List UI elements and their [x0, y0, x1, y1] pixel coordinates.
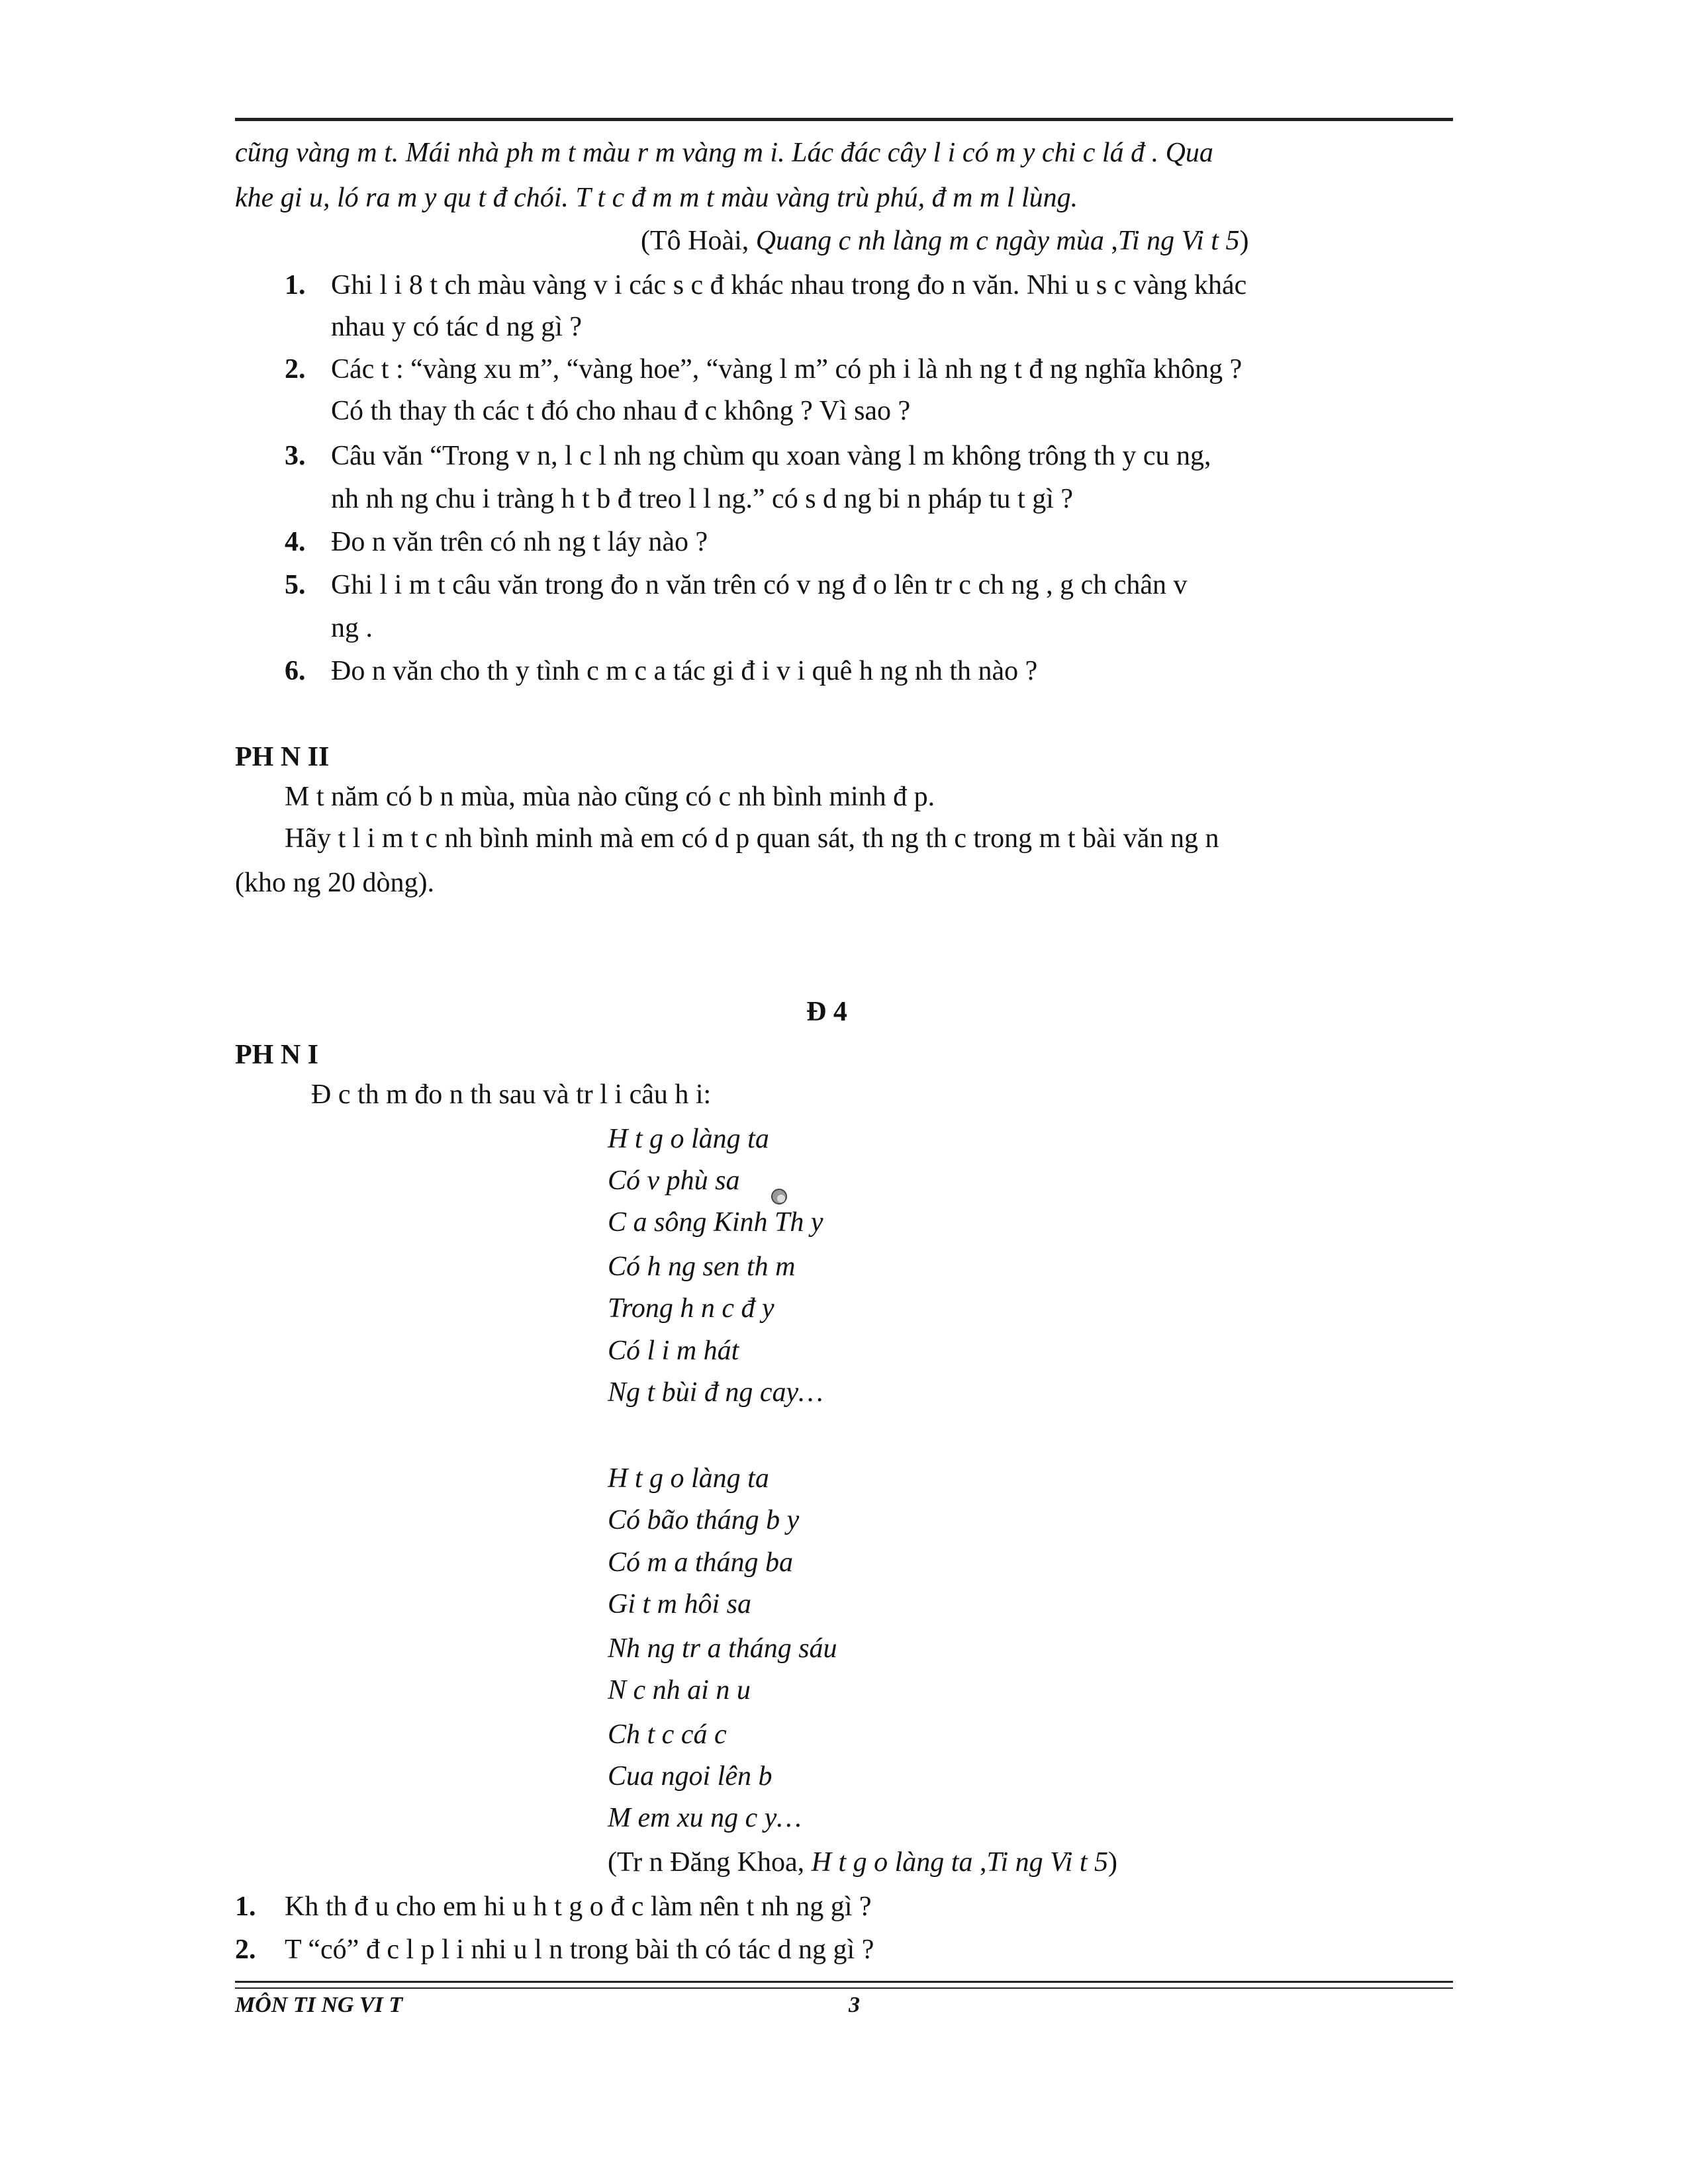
poem-line: Gi t m hôi sa — [608, 1589, 752, 1619]
pointer-icon — [770, 1187, 790, 1206]
poem-line: Có l i m hát — [608, 1336, 739, 1366]
question-number: 2. — [235, 1934, 256, 1965]
question-number: 6. — [285, 656, 306, 686]
question-text: Đo n văn cho th y tình c m c a tác gi đ i v i quê h ng nh th nào ? — [331, 656, 1038, 686]
poem-line: Nh ng tr a tháng sáu — [608, 1633, 837, 1664]
part2-line-2: Hãy t l i m t c nh bình minh mà em có d p quan sát, th ng th c trong m t bài văn ng n — [285, 823, 1219, 854]
part1-heading: PH N I — [235, 1040, 318, 1070]
poem-line: M em xu ng c y… — [608, 1803, 802, 1833]
question-number: 1. — [235, 1891, 256, 1922]
question-text: ng . — [331, 613, 373, 643]
question-text: Có th thay th các t đó cho nhau đ c không ? Vì sao ? — [331, 396, 911, 426]
question-text: Đo n văn trên có nh ng t láy nào ? — [331, 527, 708, 557]
poem-line: Trong h n c đ y — [608, 1293, 774, 1324]
question-number: 4. — [285, 527, 306, 557]
poem-line: Ch t c cá c — [608, 1719, 727, 1750]
passage-citation: (Tô Hoài, Quang c nh làng m c ngày mùa ,Ti ng Vi t 5) — [641, 226, 1249, 256]
question-text: Kh th đ u cho em hi u h t g o đ c làm nên t nh ng gì ? — [285, 1891, 872, 1922]
footer-rule-thin — [235, 1987, 1453, 1989]
part2-heading: PH N II — [235, 742, 330, 772]
passage-line-2: khe gi u, ló ra m y qu t đ chói. T t c đ m m t màu vàng trù phú, đ m m l lùng. — [235, 183, 1078, 213]
footer-page-number: 3 — [849, 1993, 860, 2017]
question-number: 5. — [285, 570, 306, 600]
part2-line-3: (kho ng 20 dòng). — [235, 868, 434, 898]
question-text: nh nh ng chu i tràng h t b đ treo l l ng.” có s d ng bi n pháp tu t gì ? — [331, 484, 1073, 514]
poem-line: N c nh ai n u — [608, 1675, 751, 1706]
question-number: 2. — [285, 354, 306, 385]
poem-line: H t g o làng ta — [608, 1124, 769, 1154]
poem-line: Có v phù sa — [608, 1165, 740, 1196]
footer-subject: MÔN TI NG VI T — [235, 1993, 403, 2017]
poem-line: H t g o làng ta — [608, 1463, 769, 1494]
question-text: Câu văn “Trong v n, l c l nh ng chùm qu xoan vàng l m không trông th y cu ng, — [331, 441, 1211, 471]
passage-line-1: cũng vàng m t. Mái nhà ph m t màu r m vàng m i. Lác đác cây l i có m y chi c lá đ . Qua — [235, 138, 1213, 168]
part2-line-1: M t năm có b n mùa, mùa nào cũng có c nh bình minh đ p. — [285, 782, 935, 812]
question-number: 3. — [285, 441, 306, 471]
poem-line: C a sông Kinh Th y — [608, 1207, 823, 1238]
question-text: Ghi l i m t câu văn trong đo n văn trên có v ng đ o lên tr c ch ng , g ch chân v — [331, 570, 1188, 600]
question-text: Ghi l i 8 t ch màu vàng v i các s c đ khác nhau trong đo n văn. Nhi u s c vàng khác — [331, 270, 1247, 300]
poem-line: Ng t bùi đ ng cay… — [608, 1377, 823, 1408]
poem-line: Có bão tháng b y — [608, 1505, 800, 1535]
header-rule — [235, 118, 1453, 121]
poem-line: Cua ngoi lên b — [608, 1761, 773, 1792]
question-text: Các t : “vàng xu m”, “vàng hoe”, “vàng l m” có ph i là nh ng t đ ng nghĩa không ? — [331, 354, 1243, 385]
reading-instruction: Đ c th m đo n th sau và tr l i câu h i: — [311, 1079, 712, 1110]
exam-title: Đ 4 — [806, 997, 847, 1027]
question-text: nhau y có tác d ng gì ? — [331, 312, 583, 342]
question-number: 1. — [285, 270, 306, 300]
poem-line: Có m a tháng ba — [608, 1547, 794, 1578]
question-text: T “có” đ c l p l i nhi u l n trong bài th có tác d ng gì ? — [285, 1934, 874, 1965]
poem-line: Có h ng sen th m — [608, 1251, 796, 1282]
footer-rule — [235, 1981, 1453, 1983]
poem-citation: (Tr n Đăng Khoa, H t g o làng ta ,Ti ng Vi t 5) — [608, 1847, 1118, 1878]
